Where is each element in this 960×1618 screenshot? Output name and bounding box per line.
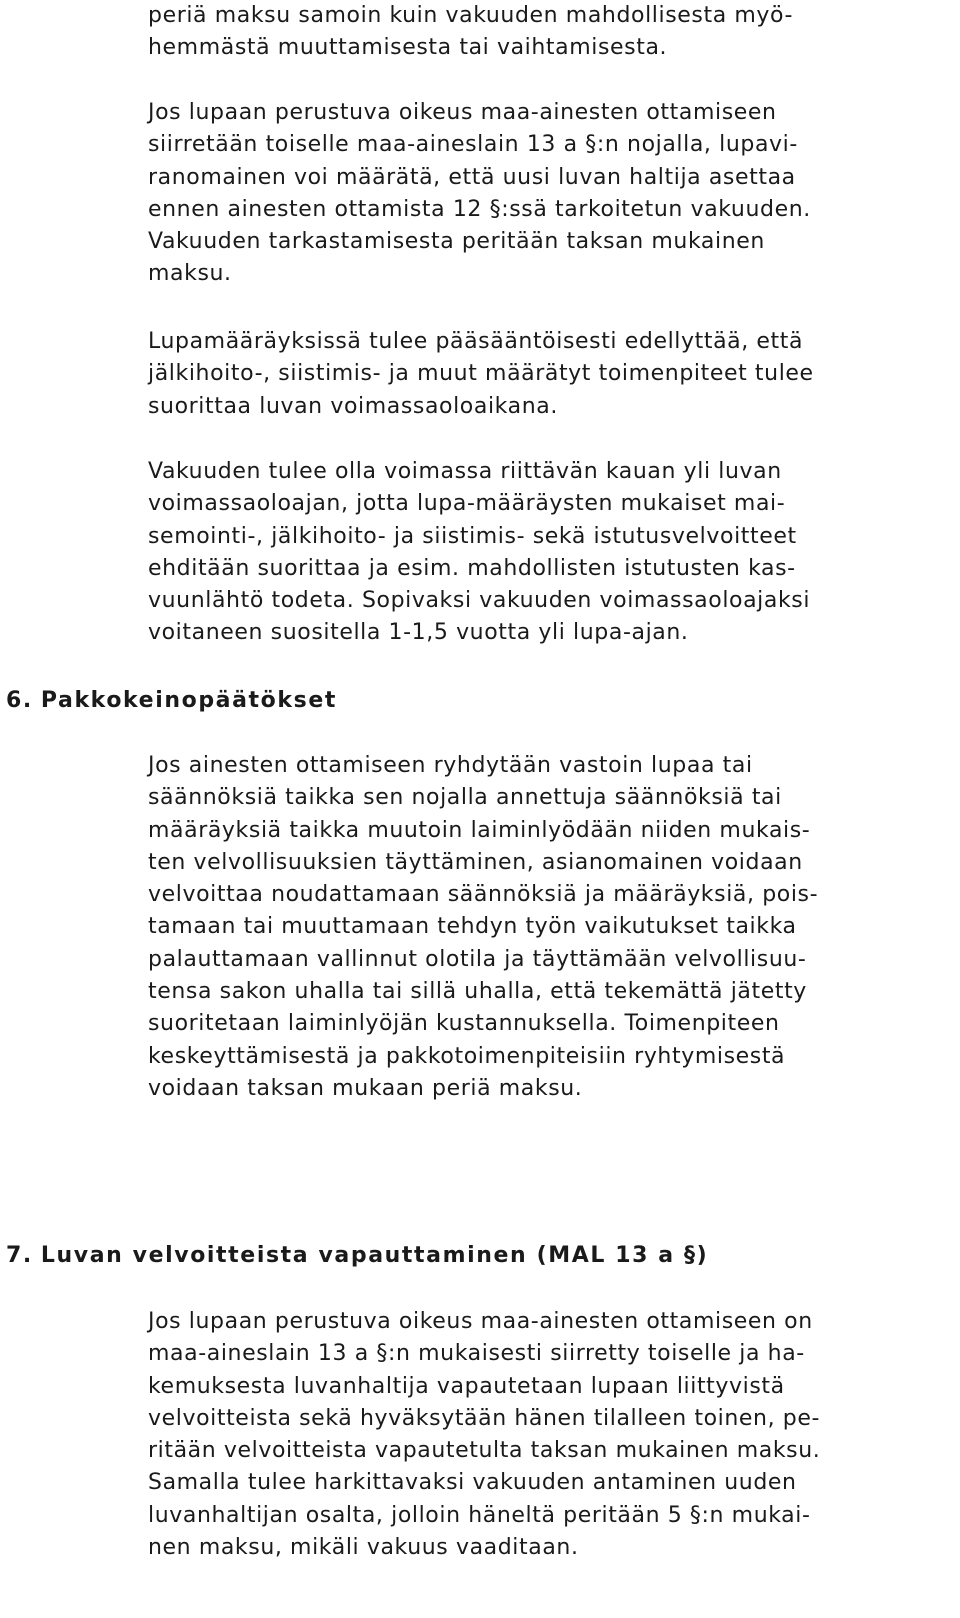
section-heading-7 (6, 1240, 708, 1272)
paragraph-velvoitteista-vapauttaminen (148, 1306, 948, 1564)
text-line: voitaneen suositella 1-1,5 vuotta yli lupa-ajan. (148, 620, 689, 646)
text-line: tensa sakon uhalla tai sillä uhalla, että tekemättä jätetty (148, 979, 807, 1005)
text-line: jälkihoito-, siistimis- ja muut määrätyt toimenpiteet tulee (148, 361, 814, 387)
text-line: ennen ainesten ottamista 12 §:ssä tarkoitetun vakuuden. (148, 196, 811, 222)
text-line: Jos lupaan perustuva oikeus maa-ainesten ottamiseen (148, 100, 777, 125)
section-title: Pakkokeinopäätökset (40, 688, 337, 713)
text-line: velvoitteista sekä hyväksytään hänen tilalleen toinen, pe- (148, 1405, 821, 1431)
paragraph-maksu-vakuuden-muuttaminen (148, 0, 948, 65)
text-line: vuunlähtö todeta. Sopivaksi vakuuden voimassaoloajaksi (148, 588, 811, 614)
text-line: kemuksesta luvanhaltija vapautetaan lupaan liittyvistä (148, 1373, 785, 1399)
section-title: Luvan velvoitteista vapauttaminen (MAL 13 a §) (40, 1243, 709, 1268)
paragraph-pakkokeinot (148, 750, 948, 1105)
text-line: ten velvollisuuksien täyttäminen, asianomainen voidaan (148, 849, 803, 875)
text-line: suorittaa luvan voimassaoloaikana. (148, 393, 558, 419)
text-line: voidaan taksan mukaan periä maksu. (148, 1075, 583, 1101)
text-line: Samalla tulee harkittavaksi vakuuden antaminen uuden (148, 1470, 797, 1496)
text-line: siirretään toiselle maa-aineslain 13 a §:n nojalla, lupavi- (148, 132, 798, 158)
text-line: Lupamääräyksissä tulee pääsääntöisesti edellyttää, että (148, 329, 804, 354)
text-line: maa-aineslain 13 a §:n mukaisesti siirretty toiselle ja ha- (148, 1341, 805, 1367)
text-line: suoritetaan laiminlyöjän kustannuksella. Toimenpiteen (148, 1011, 780, 1037)
text-line: Vakuuden tulee olla voimassa riittävän kauan yli luvan (148, 459, 782, 484)
section-number: 7. (6, 1243, 33, 1268)
text-line: Jos lupaan perustuva oikeus maa-ainesten ottamiseen on (148, 1309, 813, 1334)
text-line: Vakuuden tarkastamisesta peritään taksan mukainen (148, 229, 765, 255)
text-line: semointi-, jälkihoito- ja siistimis- sekä istutusvelvoitteet (148, 523, 797, 549)
text-line: voimassaoloajan, jotta lupa-määräysten mukaiset mai- (148, 491, 786, 517)
text-line: säännöksiä taikka sen nojalla annettuja säännöksiä tai (148, 785, 782, 811)
text-line: periä maksu samoin kuin vakuuden mahdollisesta myö- (148, 3, 794, 28)
section-number: 6. (6, 688, 33, 713)
text-line: keskeyttämisestä ja pakkotoimenpiteisiin ryhtymisestä (148, 1043, 786, 1069)
text-line: tamaan tai muuttamaan tehdyn työn vaikutukset taikka (148, 914, 797, 940)
section-heading-6 (6, 685, 337, 717)
text-line: ehditään suorittaa ja esim. mahdollisten istutusten kas- (148, 555, 796, 581)
text-line: hemmästä muuttamisesta tai vaihtamisesta. (148, 35, 668, 61)
text-line: luvanhaltijan osalta, jolloin häneltä peritään 5 §:n mukai- (148, 1502, 811, 1528)
text-line: ranomainen voi määrätä, että uusi luvan haltija asettaa (148, 164, 796, 190)
text-line: palauttamaan vallinnut olotila ja täyttämään velvollisuu- (148, 946, 807, 972)
paragraph-oikeuden-siirto (148, 97, 948, 291)
paragraph-vakuuden-voimassaolo (148, 456, 948, 650)
text-line: maksu. (148, 261, 232, 287)
text-line: Jos ainesten ottamiseen ryhdytään vastoin lupaa tai (148, 753, 753, 778)
text-line: määräyksiä taikka muutoin laiminlyödään niiden mukais- (148, 817, 811, 843)
paragraph-lupamaaraykset (148, 326, 948, 423)
text-line: ritään velvoitteista vapautetulta taksan mukainen maksu. (148, 1438, 821, 1464)
text-line: nen maksu, mikäli vakuus vaaditaan. (148, 1535, 579, 1561)
text-line: velvoittaa noudattamaan säännöksiä ja määräyksiä, pois- (148, 882, 819, 908)
